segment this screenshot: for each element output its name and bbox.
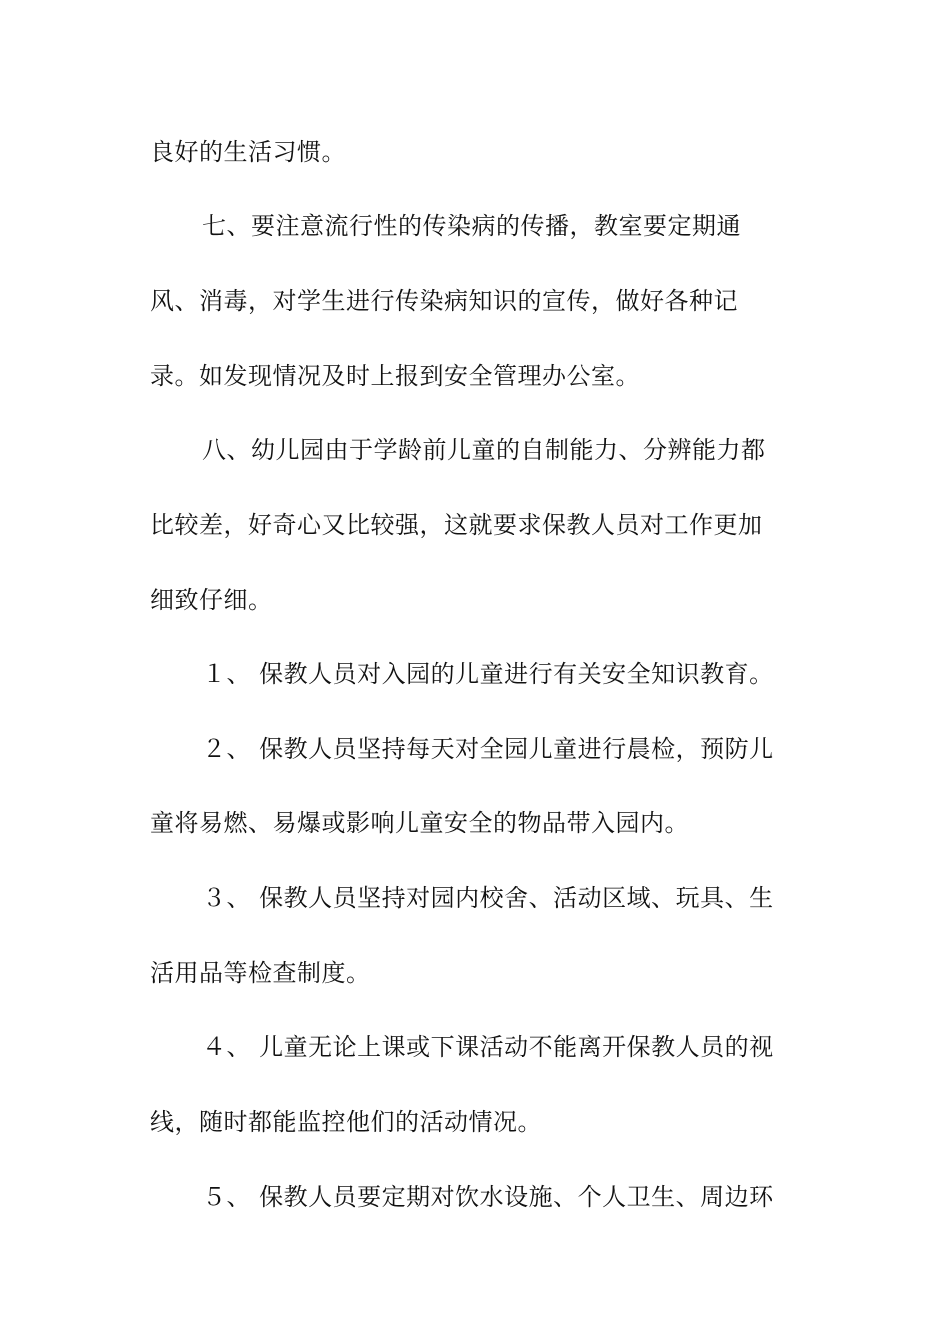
text-line: 童将易燃、易爆或影响儿童安全的物品带入园内。 <box>150 809 689 837</box>
text-line: ２、 保教人员坚持每天对全园儿童进行晨检，预防儿 <box>202 735 774 763</box>
text-line: 线，随时都能监控他们的活动情况。 <box>150 1108 542 1136</box>
text-line: ５、 保教人员要定期对饮水设施、个人卫生、周边环 <box>202 1183 774 1211</box>
text-line: 细致仔细。 <box>150 586 273 614</box>
text-line: 七、要注意流行性的传染病的传播，教室要定期通 <box>202 212 741 240</box>
text-line: 活用品等检查制度。 <box>150 959 371 987</box>
text-line: 录。如发现情况及时上报到安全管理办公室。 <box>150 362 640 390</box>
text-line: １、 保教人员对入园的儿童进行有关安全知识教育。 <box>202 660 774 688</box>
text-line: 八、幼儿园由于学龄前儿童的自制能力、分辨能力都 <box>202 436 766 464</box>
text-line: 比较差，好奇心又比较强，这就要求保教人员对工作更加 <box>150 511 763 539</box>
text-line: 良好的生活习惯。 <box>150 138 346 166</box>
text-line: ４、 儿童无论上课或下课活动不能离开保教人员的视 <box>202 1033 774 1061</box>
text-line: ３、 保教人员坚持对园内校舍、活动区域、玩具、生 <box>202 884 774 912</box>
text-line: 风、消毒，对学生进行传染病知识的宣传，做好各种记 <box>150 287 738 315</box>
